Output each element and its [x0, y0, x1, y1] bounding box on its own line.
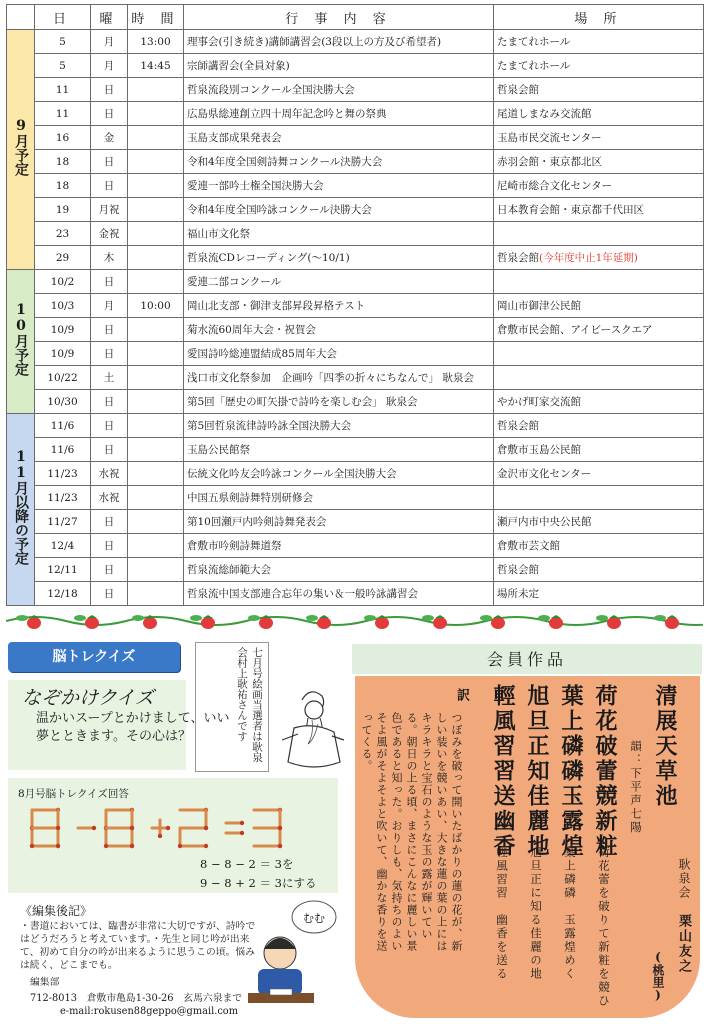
cell-weekday: 金祝: [91, 222, 128, 246]
cell-event: 令和4年度全国吟詠コンクール決勝大会: [184, 198, 494, 222]
cell-date: 5: [35, 54, 91, 78]
matchstick-head: [56, 844, 60, 848]
cell-place: [494, 510, 704, 534]
cell-place: [494, 438, 704, 462]
cell-place: [494, 174, 704, 198]
cell-weekday: 月: [91, 294, 128, 318]
poem-title: 清展天草池: [652, 684, 678, 809]
poem-line-3: 旭旦正知佳麗地: [524, 684, 550, 859]
vine-leaf: [422, 615, 434, 621]
table-row: [7, 174, 704, 198]
cell-date: 10/3: [35, 294, 91, 318]
vine-leaf: [538, 615, 550, 621]
matchstick-head: [166, 826, 170, 830]
cell-weekday: 日: [91, 438, 128, 462]
editor-department: 編集部: [30, 977, 60, 988]
answer-label: 8月号脳トレクイズ回答: [18, 788, 129, 800]
author-org: 耿泉会: [677, 858, 691, 900]
table-row: [7, 78, 704, 102]
cell-time: [128, 366, 184, 390]
cell-time: [128, 486, 184, 510]
cell-weekday: 月祝: [91, 198, 128, 222]
strawberry-icon: [665, 617, 679, 629]
table-row: [7, 414, 704, 438]
editor-notes-title: 《編集後記》: [20, 904, 93, 918]
cell-event: 哲泉流中国支部連合忘年の集い＆一般吟詠講習会: [184, 582, 494, 606]
cell-date: 11/23: [35, 462, 91, 486]
author-name: 栗山友之: [676, 914, 691, 974]
cell-place: [494, 30, 704, 54]
cell-date: 19: [35, 198, 91, 222]
table-row: [7, 198, 704, 222]
cell-date: 10/22: [35, 366, 91, 390]
cell-weekday: 日: [91, 270, 128, 294]
cell-time: [128, 414, 184, 438]
cell-event: 玉島支部成果発表会: [184, 126, 494, 150]
matchstick-head: [204, 844, 208, 848]
matchstick-head: [178, 844, 182, 848]
matchstick-head: [92, 826, 96, 830]
matchstick-puzzle: [28, 806, 298, 852]
header-weekday: 曜: [91, 5, 128, 30]
cell-date: 11/23: [35, 486, 91, 510]
cell-weekday: 日: [91, 510, 128, 534]
matchstick-head: [278, 844, 282, 848]
cell-weekday: 日: [91, 390, 128, 414]
cell-weekday: 日: [91, 558, 128, 582]
cell-date: 12/11: [35, 558, 91, 582]
cell-date: 12/4: [35, 534, 91, 558]
cell-place: [494, 126, 704, 150]
table-row: [7, 438, 704, 462]
sage-illustration: [272, 680, 347, 772]
place-text: 倉敷市民会館、アイビースクエア: [497, 324, 653, 336]
month-label: [7, 270, 35, 414]
place-text: 倉敷市玉島公民館: [497, 444, 581, 456]
cell-time: [128, 150, 184, 174]
table-row: [7, 390, 704, 414]
cell-event: 愛連二部コンクール: [184, 270, 494, 294]
cell-event: 中国五県剣詩舞特別研修会: [184, 486, 494, 510]
cell-event: 愛連一部吟士権全国決勝大会: [184, 174, 494, 198]
thinking-person-illustration: [240, 895, 340, 1013]
table-row: [7, 222, 704, 246]
vine-leaf: [16, 615, 28, 621]
poem-reading-2: 葉上磷磷 玉露煌めく: [563, 846, 577, 981]
cell-weekday: 日: [91, 318, 128, 342]
cell-weekday: 水祝: [91, 486, 128, 510]
table-row: [7, 150, 704, 174]
cell-event: 愛国詩吟総連盟結成85周年大会: [184, 342, 494, 366]
month-label-text: 10月予定: [13, 302, 29, 376]
cell-place: [494, 294, 704, 318]
vine-leaf: [248, 615, 260, 621]
vine-leaf: [74, 615, 86, 621]
cell-event: 哲泉流総師範大会: [184, 558, 494, 582]
cell-date: 12/18: [35, 582, 91, 606]
table-row: [7, 54, 704, 78]
matchstick-head: [240, 831, 244, 835]
header-month: [7, 5, 35, 30]
cell-time: [128, 102, 184, 126]
cell-weekday: 月: [91, 54, 128, 78]
matchstick-head: [130, 826, 134, 830]
place-text: 哲泉会館: [497, 252, 539, 264]
cell-date: 10/30: [35, 390, 91, 414]
cell-weekday: 日: [91, 102, 128, 126]
answer-equation-after: 9 − 8 + 2 ＝ 3にする: [200, 876, 317, 890]
poem-line-2: 葉上磷磷玉露煌: [558, 684, 584, 859]
place-text: 瀬戸内市中央公民館: [497, 516, 592, 528]
place-text: 場所未定: [497, 588, 539, 600]
works-header: 会員作品: [486, 650, 567, 669]
cell-time: [128, 174, 184, 198]
cell-event: 浅口市文化祭参加 企画吟「四季の折々にちなんで」 耿泉会: [184, 366, 494, 390]
place-text: 岡山市御津公民館: [497, 300, 581, 312]
strawberry-icon: [375, 617, 389, 629]
month-label-text: 11月以降の予定: [13, 449, 29, 565]
cell-event: 哲泉流段別コンクール全国決勝大会: [184, 78, 494, 102]
poem-reading-3: 旭旦正に知る佳麗の地: [529, 846, 543, 981]
strawberry-vine-divider: [6, 610, 703, 632]
table-row: [7, 30, 704, 54]
cell-time: 13:00: [128, 30, 184, 54]
editor-notes-body: ・書道においては、臨書が非常に大切ですが、詩吟ではどうだろうと考えています。・先生と同じ吟が出来て、初めて自分の吟が出来るように思うこの頃。悩みは続く、どこまでも。: [20, 921, 256, 971]
place-text: 尾道しまなみ交流館: [497, 108, 592, 120]
editor-email: e-mail:rokusen88geppo@gmail.com: [60, 1006, 238, 1017]
cell-time: [128, 246, 184, 270]
cell-place: [494, 78, 704, 102]
month-label: [7, 30, 35, 270]
cell-time: [128, 78, 184, 102]
vine-leaf: [132, 615, 144, 621]
table-row: [7, 486, 704, 510]
cell-event: 哲泉流CDレコーディング(〜10/1): [184, 246, 494, 270]
header-date: 日: [35, 5, 91, 30]
cell-time: [128, 390, 184, 414]
cell-time: [128, 438, 184, 462]
table-row: [7, 270, 704, 294]
cell-date: 11/6: [35, 414, 91, 438]
translation-label: 訳: [454, 688, 469, 701]
place-text: 玉島市民交流センター: [497, 132, 602, 144]
strawberry-icon: [143, 617, 157, 629]
place-text: たまてれホール: [497, 60, 571, 72]
strawberry-icon: [259, 617, 273, 629]
cell-weekday: 土: [91, 366, 128, 390]
cell-date: 10/9: [35, 342, 91, 366]
header-time: 時 間: [128, 5, 184, 30]
cell-weekday: 日: [91, 582, 128, 606]
strawberry-cap: [319, 615, 329, 618]
poem-line-4: 輕風習習送幽香: [490, 684, 516, 859]
table-header-row: [7, 5, 704, 30]
cell-time: 14:45: [128, 54, 184, 78]
cell-place: [494, 318, 704, 342]
cell-place: [494, 462, 704, 486]
cell-time: [128, 318, 184, 342]
cell-time: [128, 582, 184, 606]
cell-weekday: 木: [91, 246, 128, 270]
cell-weekday: 月: [91, 30, 128, 54]
strawberry-cap: [609, 615, 619, 618]
table-row: [7, 102, 704, 126]
strawberry-cap: [551, 615, 561, 618]
cell-event: 令和4年度全国剣詩舞コンクール決勝大会: [184, 150, 494, 174]
cell-date: 10/2: [35, 270, 91, 294]
cell-date: 29: [35, 246, 91, 270]
strawberry-cap: [667, 615, 677, 618]
cell-date: 16: [35, 126, 91, 150]
riddle-question: 温かいスープとかけまして、いい夢とときます。その心は？: [36, 711, 230, 744]
poem-reading-1: 荷花蕾を破りて新粧を競ひ: [597, 846, 611, 1008]
cell-place: [494, 582, 704, 606]
table-row: [7, 294, 704, 318]
vine-leaf: [480, 615, 492, 621]
cell-event: 第5回「歴史の町矢掛で詩吟を楽しむ会」 耿泉会: [184, 390, 494, 414]
schedule-table: [6, 4, 704, 606]
cell-place: [494, 270, 704, 294]
poem-rhyme: 韻：下平声七陽: [629, 740, 643, 835]
cell-event: 倉敷市吟剣詩舞道祭: [184, 534, 494, 558]
answer-equation-before: 8 − 8 − 2 ＝ 3を: [200, 857, 294, 871]
cell-event: 第10回瀬戸内吟剣詩舞発表会: [184, 510, 494, 534]
cell-weekday: 金: [91, 126, 128, 150]
place-note: (今年度中止1年延期): [539, 252, 638, 264]
cell-weekday: 日: [91, 150, 128, 174]
strawberry-icon: [317, 617, 331, 629]
header-event: 行 事 内 容: [184, 5, 494, 30]
cell-event: 広島県総連創立四十周年記念吟と舞の祭典: [184, 102, 494, 126]
header-place: 場 所: [494, 5, 704, 30]
cell-date: 11: [35, 102, 91, 126]
place-text: たまてれホール: [497, 36, 571, 48]
cell-time: [128, 534, 184, 558]
matchstick-head: [104, 844, 108, 848]
winner-notice: [195, 642, 269, 772]
cell-time: [128, 510, 184, 534]
strawberry-icon: [433, 617, 447, 629]
cell-date: 23: [35, 222, 91, 246]
author-pen-name: (桃里): [651, 950, 665, 1002]
cell-place: [494, 366, 704, 390]
cell-place: [494, 558, 704, 582]
cell-time: [128, 558, 184, 582]
strawberry-cap: [435, 615, 445, 618]
strawberry-icon: [491, 617, 505, 629]
place-text: 倉敷市芸文館: [497, 540, 560, 552]
strawberry-icon: [549, 617, 563, 629]
matchstick-head: [278, 826, 282, 830]
table-row: [7, 246, 704, 270]
cell-place: [494, 414, 704, 438]
cell-place: [494, 198, 704, 222]
poem-line-1: 荷花破蕾競新粧: [592, 684, 618, 859]
cell-place: [494, 222, 704, 246]
cell-event: 福山市文化祭: [184, 222, 494, 246]
matchstick-head: [240, 821, 244, 825]
vine-leaf: [654, 615, 666, 621]
cell-place: [494, 486, 704, 510]
strawberry-cap: [87, 615, 97, 618]
strawberry-icon: [607, 617, 621, 629]
matchstick-head: [130, 844, 134, 848]
cell-weekday: 水祝: [91, 462, 128, 486]
place-text: 金沢市文化センター: [497, 468, 592, 480]
vine-leaf: [596, 615, 608, 621]
month-label-text: 9月予定: [13, 118, 29, 176]
vine-leaf: [364, 615, 376, 621]
table-row: [7, 534, 704, 558]
cell-weekday: 日: [91, 78, 128, 102]
matchstick-head: [56, 826, 60, 830]
cell-event: 第5回哲泉流律詩吟詠全国決勝大会: [184, 414, 494, 438]
winner-text: 七月号絵画当選者は耿泉会村上耿祐さんです: [236, 647, 263, 763]
place-text: 哲泉会館: [497, 420, 539, 432]
poem-reading-4: 輕風習習 幽香を送る: [495, 846, 509, 981]
cell-time: [128, 270, 184, 294]
month-label: [7, 414, 35, 606]
cell-event: 岡山北支部・御津支部昇段昇格テスト: [184, 294, 494, 318]
cell-event: 菊水流60周年大会・祝賀会: [184, 318, 494, 342]
table-row: [7, 126, 704, 150]
cell-place: [494, 342, 704, 366]
cell-event: 玉島公民館祭: [184, 438, 494, 462]
cell-weekday: 日: [91, 174, 128, 198]
cell-date: 18: [35, 150, 91, 174]
cell-time: 10:00: [128, 294, 184, 318]
place-text: やかげ町家交流館: [497, 396, 581, 408]
cell-time: [128, 126, 184, 150]
cell-weekday: 日: [91, 342, 128, 366]
cell-event: 伝統文化吟友会吟詠コンクール全国決勝大会: [184, 462, 494, 486]
cell-date: 5: [35, 30, 91, 54]
cell-event: 理事会(引き続き)講師講習会(3段以上の方及び希望者): [184, 30, 494, 54]
cell-time: [128, 222, 184, 246]
editor-address: 712-8013 倉敷市亀島1-30-26 玄馬六泉まで: [30, 993, 243, 1004]
place-text: 尼崎市総合文化センター: [497, 180, 613, 192]
strawberry-icon: [201, 617, 215, 629]
strawberry-icon: [27, 617, 41, 629]
place-text: 日本教育会館・東京都千代田区: [497, 204, 644, 216]
strawberry-cap: [203, 615, 213, 618]
cell-time: [128, 198, 184, 222]
schedule-body: [7, 30, 704, 606]
place-text: 赤羽会館・東京都北区: [497, 156, 602, 168]
table-row: [7, 366, 704, 390]
cell-time: [128, 462, 184, 486]
cell-place: [494, 102, 704, 126]
strawberry-cap: [493, 615, 503, 618]
poem-translation: つぼみを破って開いたばかりの蓮の花が、新しい装いを競いあい、大きな蓮の葉の上にはキラキラと宝石のような玉の露が輝いている。朝日の上る頃、まさにこんなに麗しい景色であると知った。おりしも、気持ちのよいそよ風がそよそよと吹いて、幽かな香りを送ってくる。: [360, 712, 463, 952]
place-text: 哲泉会館: [497, 84, 539, 96]
quiz-badge: 脳トレクイズ: [8, 642, 180, 672]
thought-bubble-text: むむ: [303, 912, 325, 925]
cell-date: 11/6: [35, 438, 91, 462]
matchstick-head: [158, 834, 162, 838]
strawberry-icon: [85, 617, 99, 629]
place-text: 哲泉会館: [497, 564, 539, 576]
cell-date: 11: [35, 78, 91, 102]
cell-place: [494, 54, 704, 78]
matchstick-head: [30, 844, 34, 848]
riddle-title: なぞかけクイズ: [22, 687, 154, 709]
cell-place: [494, 150, 704, 174]
cell-place: [494, 246, 704, 270]
table-row: [7, 582, 704, 606]
matchstick-head: [204, 826, 208, 830]
cell-weekday: 日: [91, 414, 128, 438]
table-row: [7, 318, 704, 342]
cell-event: 宗師講習会(全員対象): [184, 54, 494, 78]
cell-date: 11/27: [35, 510, 91, 534]
cell-time: [128, 342, 184, 366]
table-row: [7, 558, 704, 582]
cell-date: 10/9: [35, 318, 91, 342]
cell-place: [494, 390, 704, 414]
table-row: [7, 510, 704, 534]
vine-leaf: [306, 615, 318, 621]
table-row: [7, 342, 704, 366]
vine-leaf: [190, 615, 202, 621]
cell-place: [494, 534, 704, 558]
cell-weekday: 日: [91, 534, 128, 558]
table-row: [7, 462, 704, 486]
cell-date: 18: [35, 174, 91, 198]
